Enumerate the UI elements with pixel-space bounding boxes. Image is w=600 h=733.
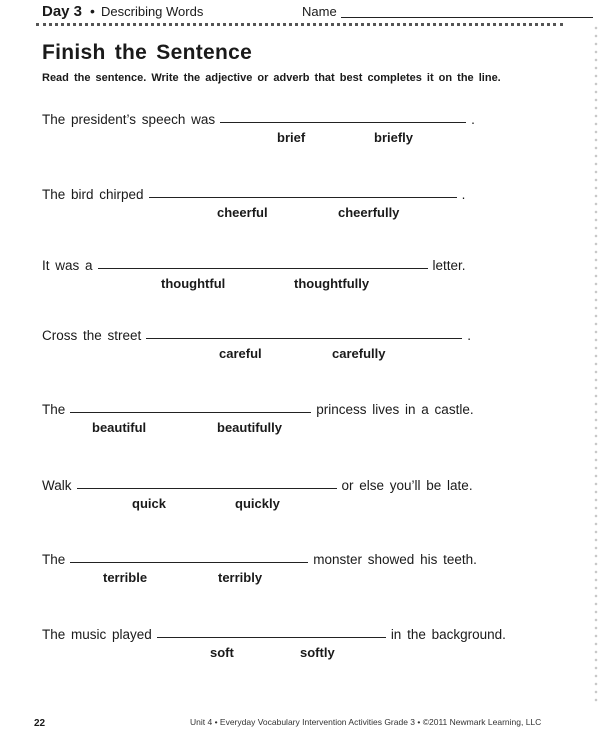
- adverb-choice: cheerfully: [338, 205, 400, 220]
- adjective-choice: beautiful: [92, 420, 147, 435]
- answer-blank[interactable]: [157, 636, 386, 638]
- sentence-item: [42, 328, 542, 372]
- sentence-end: .: [467, 328, 472, 343]
- adjective-choice: quick: [132, 496, 166, 511]
- sentence-end: in the background.: [390, 627, 506, 642]
- adjective-choice: careful: [219, 346, 262, 361]
- sentence-start: The president’s speech was: [42, 112, 216, 127]
- adverb-choice: beautifully: [217, 420, 283, 435]
- sentence-start: Walk: [42, 478, 72, 493]
- page-title: Finish the Sentence: [42, 41, 253, 64]
- sentence-end: letter.: [432, 258, 466, 273]
- adverb-choice: carefully: [332, 346, 386, 361]
- answer-blank[interactable]: [146, 337, 462, 339]
- sentence-item: [42, 112, 542, 156]
- adverb-choice: softly: [300, 645, 335, 660]
- answer-blank[interactable]: [220, 121, 466, 123]
- sentence-end: .: [461, 187, 466, 202]
- answer-blank[interactable]: [149, 196, 457, 198]
- answer-blank[interactable]: [70, 561, 308, 563]
- adjective-choice: brief: [277, 130, 306, 145]
- sentence-item: [42, 552, 542, 596]
- name-label: Name: [302, 4, 337, 19]
- instructions: Read the sentence. Write the adjective or adverb that best completes it on the line.: [42, 72, 501, 84]
- sentence-item: [42, 187, 542, 231]
- sentence-end: monster showed his teeth.: [313, 552, 477, 567]
- sentence-start: It was a: [42, 258, 93, 273]
- subject-label: Describing Words: [101, 4, 204, 19]
- sentence-end: .: [471, 112, 475, 127]
- answer-blank[interactable]: [98, 267, 428, 269]
- header-divider: [36, 23, 563, 26]
- adverb-choice: terribly: [218, 570, 263, 585]
- sentence-item: [42, 627, 542, 671]
- adverb-choice: briefly: [374, 130, 414, 145]
- sentence-end: princess lives in a castle.: [316, 402, 474, 417]
- adjective-choice: soft: [210, 645, 234, 660]
- sentence-item: [42, 478, 542, 522]
- answer-blank[interactable]: [77, 487, 337, 489]
- page-edge-decoration: [592, 24, 600, 704]
- header-bullet: •: [90, 3, 95, 19]
- sentence-start: The music played: [42, 627, 152, 642]
- sentence-start: Cross the street: [42, 328, 142, 343]
- adjective-choice: cheerful: [217, 205, 268, 220]
- adjective-choice: thoughtful: [161, 276, 226, 291]
- sentence-start: The: [42, 552, 66, 567]
- sentence-start: The: [42, 402, 66, 417]
- adjective-choice: terrible: [103, 570, 148, 585]
- sentence-item: [42, 258, 542, 302]
- answer-blank[interactable]: [70, 411, 311, 413]
- sentence-start: The bird chirped: [42, 187, 144, 202]
- sentence-item: [42, 402, 542, 446]
- adverb-choice: quickly: [235, 496, 280, 511]
- sentence-end: or else you’ll be late.: [341, 478, 473, 493]
- page-number: 22: [34, 718, 46, 729]
- day-label: Day 3: [42, 3, 83, 20]
- adverb-choice: thoughtfully: [294, 276, 370, 291]
- footer-credit: Unit 4 • Everyday Vocabulary Intervention Activities Grade 3 • ©2011 Newmark Learning, LLC: [190, 717, 542, 727]
- name-field[interactable]: [341, 17, 593, 18]
- page-header: [42, 3, 562, 23]
